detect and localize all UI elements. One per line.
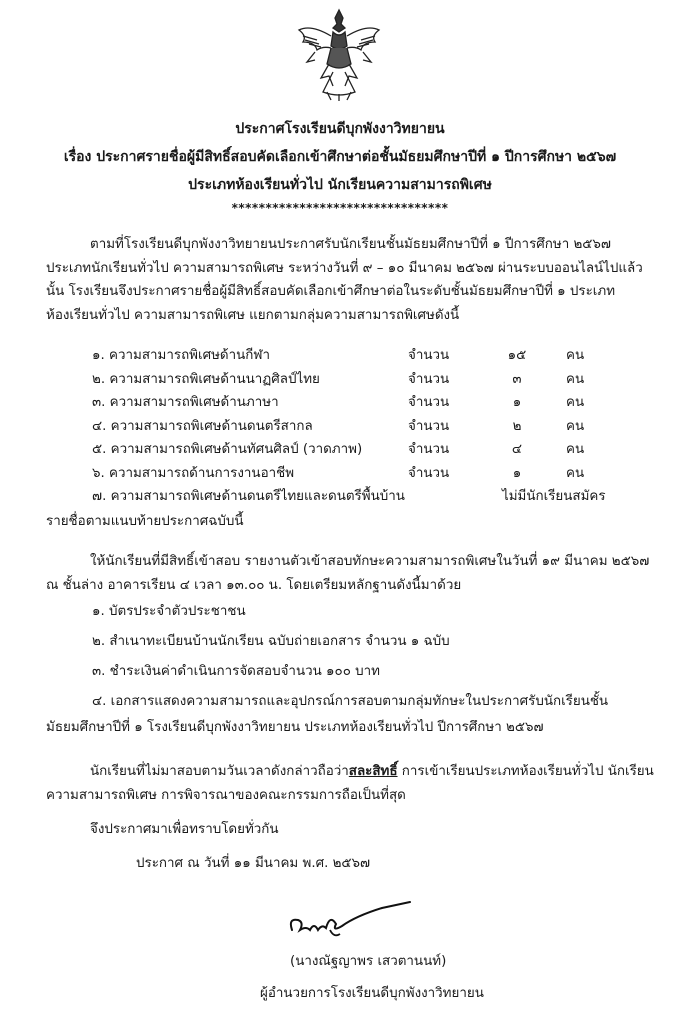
category-item-7 bbox=[92, 485, 612, 508]
forfeit-paragraph bbox=[46, 760, 654, 807]
category-label: ๕. ความสามารถพิเศษด้านทัศนศิลป์ (วาดภาพ) bbox=[92, 442, 363, 457]
category-item-3 bbox=[92, 391, 612, 414]
report-line-2: ณ ชั้นล่าง อาคารเรียน ๔ เวลา ๑๓.๐๐ น. โดยเตรียมหลักฐานดังนี้มาด้วย bbox=[46, 577, 462, 593]
garuda-emblem bbox=[293, 6, 385, 102]
date-line: ประกาศ ณ วันที่ ๑๑ มีนาคม พ.ศ. ๒๕๖๗ bbox=[136, 856, 371, 871]
category-item-1 bbox=[92, 344, 612, 367]
attachment-line: รายชื่อตามแนบท้ายประกาศฉบับนี้ bbox=[46, 514, 244, 529]
category-label: ๗. ความสามารถพิเศษด้านดนตรีไทยและดนตรีพื้นบ้าน bbox=[92, 489, 405, 504]
forfeit-line-2: ความสามารถพิเศษ การพิจารณาของคณะกรรมการถือเป็นที่สุด bbox=[46, 787, 406, 803]
header-separator: ******************************** bbox=[231, 201, 449, 215]
people-label: คน bbox=[566, 371, 585, 387]
document-item-4: ๔. เอกสารแสดงความสามารถและอุปกรณ์การสอบตามกลุ่มทักษะในประกาศรับนักเรียนชั้น bbox=[92, 694, 609, 709]
category-item-2 bbox=[92, 368, 612, 391]
category-label: ๒. ความสามารถพิเศษด้านนาฏศิลป์ไทย bbox=[92, 371, 320, 387]
header-line-1: ประกาศโรงเรียนดีบุกพังงาวิทยายน bbox=[235, 121, 445, 137]
intro-line-1: ตามที่โรงเรียนดีบุกพังงาวิทยายนประกาศรับนักเรียนชั้นมัธยมศึกษาปีที่ ๑ ปีการศึกษา ๒๕๖๗ bbox=[90, 237, 611, 252]
category-count: ๒ bbox=[512, 418, 522, 434]
unit-label: จำนวน bbox=[408, 395, 450, 410]
unit-label: จำนวน bbox=[408, 348, 450, 363]
announce-line: จึงประกาศมาเพื่อทราบโดยทั่วกัน bbox=[90, 822, 279, 837]
category-label: ๖. ความสามารถด้านการงานอาชีพ bbox=[92, 465, 295, 481]
forfeit-text-post: การเข้าเรียนประเภทห้องเรียนทั่วไป นักเรียน bbox=[397, 764, 654, 779]
category-count: ๑ bbox=[512, 465, 522, 481]
people-label: คน bbox=[566, 348, 585, 363]
document-item-1: ๑. บัตรประจำตัวประชาชน bbox=[92, 604, 246, 619]
forfeit-text-pre: นักเรียนที่ไม่มาสอบตามวันเวลาดังกล่าวถือว่า bbox=[90, 764, 349, 779]
unit-label: จำนวน bbox=[408, 371, 450, 387]
category-count: ๑ bbox=[512, 395, 522, 410]
category-item-5 bbox=[92, 438, 612, 461]
category-item-4 bbox=[92, 415, 612, 438]
intro-line-3: นั้น โรงเรียนจึงประกาศรายชื่อผู้มีสิทธิ์สอบคัดเลือกเข้าศึกษาต่อในระดับชั้นมัธยมศึกษาปีที่ ๑ ประเภท bbox=[46, 284, 616, 299]
unit-label: จำนวน bbox=[408, 418, 450, 434]
header-line-2: เรื่อง ประกาศรายชื่อผู้มีสิทธิ์สอบคัดเลือกเข้าศึกษาต่อชั้นมัธยมศึกษาปีที่ ๑ ปีการศึกษา ๒๕๖๗ bbox=[63, 149, 617, 165]
people-label: คน bbox=[566, 418, 585, 434]
people-label: คน bbox=[566, 442, 585, 457]
forfeit-emphasis: สละสิทธิ์ bbox=[348, 764, 398, 779]
category-count: ๑๕ bbox=[507, 348, 527, 363]
intro-line-2: ประเภทนักเรียนทั่วไป ความสามารถพิเศษ ระหว่างวันที่ ๙ – ๑๐ มีนาคม ๒๕๖๗ ผ่านระบบออนไลน์ไปแล้ว bbox=[46, 260, 643, 276]
signature bbox=[286, 900, 416, 944]
category-count: ๓ bbox=[512, 371, 522, 387]
people-label: คน bbox=[566, 395, 585, 410]
signer-name: (นางณัฐญาพร เสวตานนท์) bbox=[290, 954, 447, 969]
report-paragraph bbox=[46, 550, 650, 597]
category-item-6 bbox=[92, 462, 612, 485]
intro-paragraph bbox=[46, 233, 642, 327]
header-line-3: ประเภทห้องเรียนทั่วไป นักเรียนความสามารถพิเศษ bbox=[188, 177, 492, 193]
people-label: คน bbox=[566, 465, 585, 481]
signer-title: ผู้อำนวยการโรงเรียนดีบุกพังงาวิทยายน bbox=[260, 986, 484, 1001]
report-line-1: ให้นักเรียนที่มีสิทธิ์เข้าสอบ รายงานตัวเข้าสอบทักษะความสามารถพิเศษในวันที่ ๑๙ มีนาคม ๒๕๖๗ bbox=[90, 554, 650, 569]
category-label: ๓. ความสามารถพิเศษด้านภาษา bbox=[92, 395, 279, 410]
unit-label: จำนวน bbox=[408, 442, 450, 457]
unit-label: จำนวน bbox=[408, 465, 450, 481]
category-count: ๔ bbox=[511, 442, 523, 457]
no-applicant-note: ไม่มีนักเรียนสมัคร bbox=[502, 489, 606, 504]
intro-line-4: ห้องเรียนทั่วไป ความสามารถพิเศษ แยกตามกลุ่มความสามารถพิเศษดังนี้ bbox=[46, 307, 460, 323]
document-item-3: ๓. ชำระเงินค่าดำเนินการจัดสอบจำนวน ๑๐๐ บาท bbox=[92, 664, 380, 679]
document-item-4-cont: มัธยมศึกษาปีที่ ๑ โรงเรียนดีบุกพังงาวิทยายน ประเภทห้องเรียนทั่วไป ปีการศึกษา ๒๕๖๗ bbox=[46, 720, 544, 735]
category-label: ๑. ความสามารถพิเศษด้านกีฬา bbox=[92, 348, 271, 363]
category-label: ๔. ความสามารถพิเศษด้านดนตรีสากล bbox=[92, 418, 313, 434]
document-item-2: ๒. สำเนาทะเบียนบ้านนักเรียน ฉบับถ่ายเอกสาร จำนวน ๑ ฉบับ bbox=[92, 634, 450, 649]
